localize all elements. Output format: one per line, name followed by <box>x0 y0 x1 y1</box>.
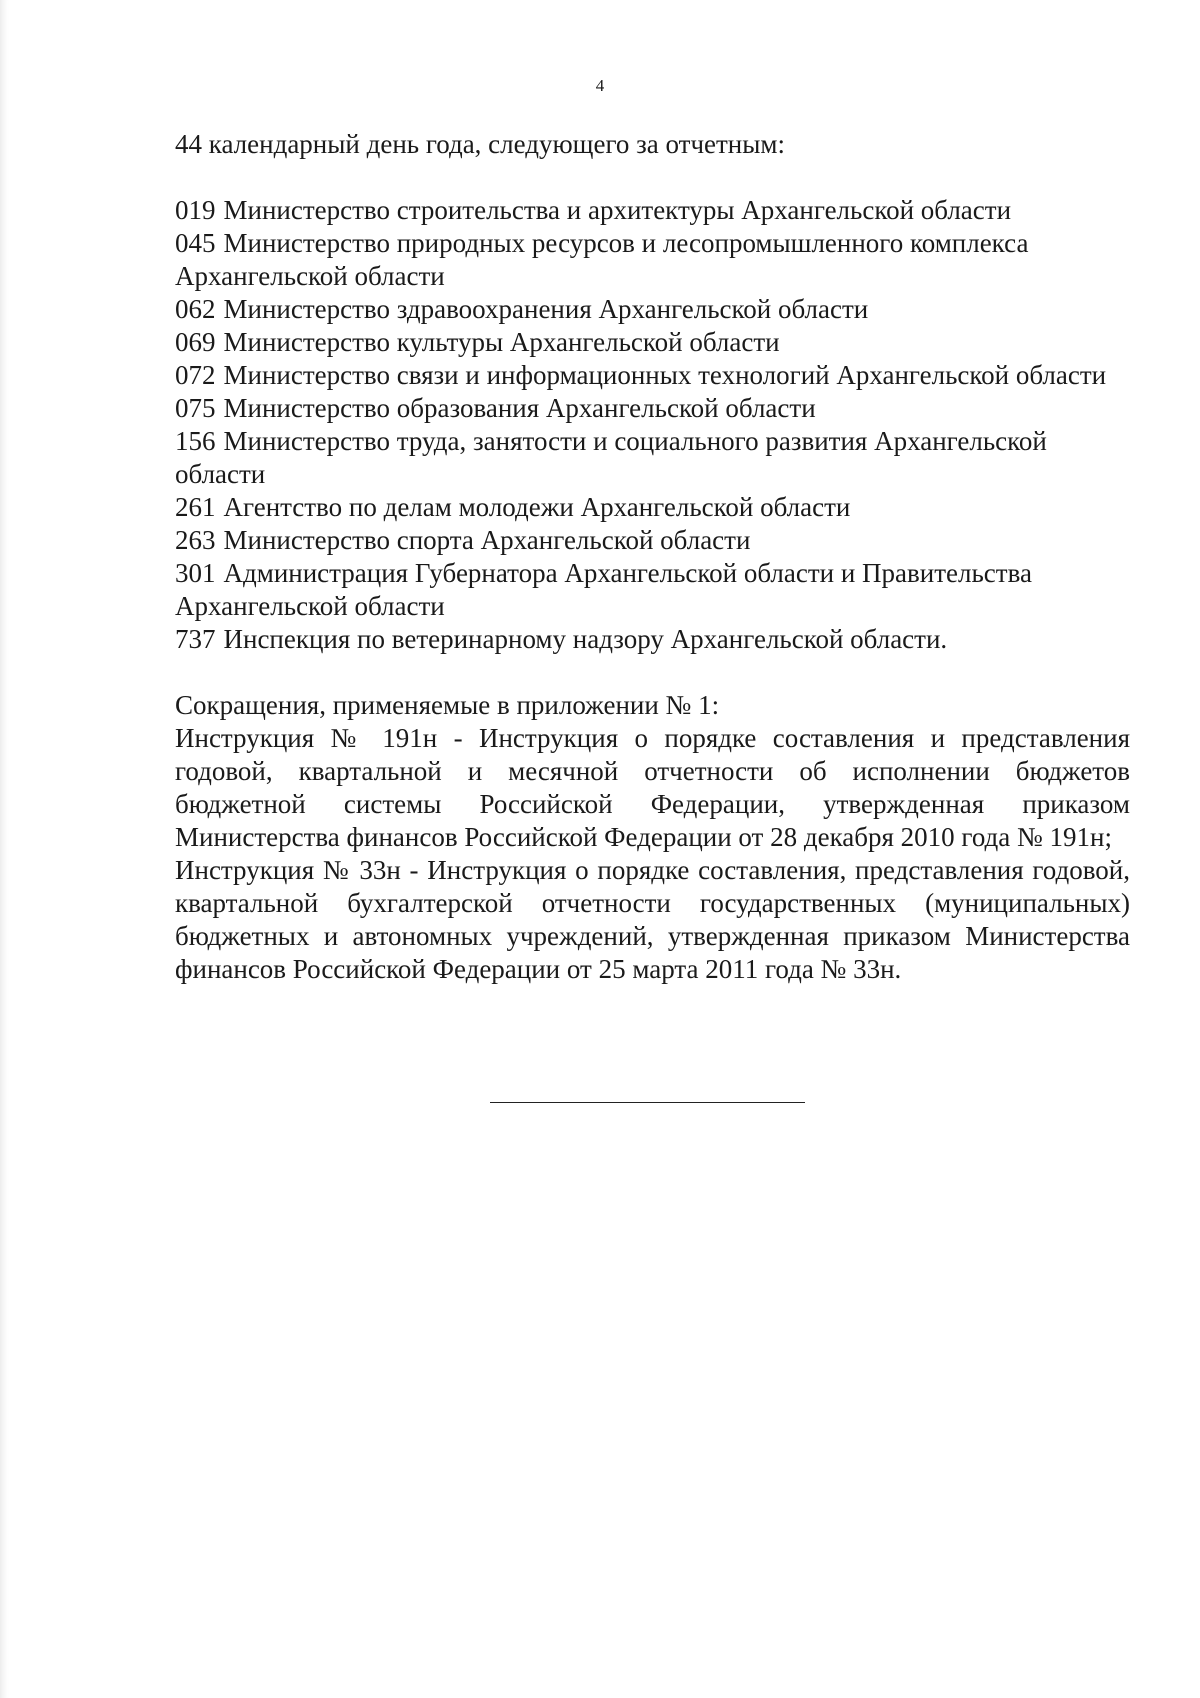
abbreviations-heading: Сокращения, применяемые в приложении № 1: <box>175 690 720 720</box>
entry-name: Министерство труда, занятости и социального развития Архангельской области <box>175 426 1047 489</box>
document-body <box>175 128 1130 986</box>
list-item <box>175 194 1130 227</box>
list-item <box>175 359 1130 392</box>
entry-code: 737 <box>175 624 216 654</box>
entry-name: Инспекция по ветеринарному надзору Архангельской области. <box>223 624 948 654</box>
entry-name: Агентство по делам молодежи Архангельской области <box>223 492 851 522</box>
entry-code: 075 <box>175 393 216 423</box>
abbreviation-item-191n: Инструкция № 191н - Инструкция о порядке составления и представления годовой, квартальной и месячной отчетности об исполнении бюджетов бюджетной системы Российской Федерации, утвержденная приказом Министерства финансов Российской Федерации от 28 декабря 2010 года № 191н; <box>175 723 1130 852</box>
list-item <box>175 227 1130 293</box>
entry-name: Министерство природных ресурсов и лесопромышленного комплекса Архангельской области <box>175 228 1029 291</box>
list-item <box>175 557 1130 623</box>
entry-code: 019 <box>175 195 216 225</box>
entry-code: 301 <box>175 558 216 588</box>
list-item <box>175 524 1130 557</box>
closing-rule <box>490 1102 805 1103</box>
entry-code: 072 <box>175 360 216 390</box>
list-item <box>175 425 1130 491</box>
abbreviation-item-33n: Инструкция № 33н - Инструкция о порядке составления, представления годовой, квартальной бухгалтерской отчетности государственных (муниципальных) бюджетных и автономных учреждений, утвержденная приказом Министерства финансов Российской Федерации от 25 марта 2011 года № 33н. <box>175 855 1130 984</box>
entry-name: Министерство спорта Архангельской области <box>223 525 751 555</box>
entry-code: 263 <box>175 525 216 555</box>
list-item <box>175 326 1130 359</box>
entry-code: 045 <box>175 228 216 258</box>
ministry-list <box>175 194 1130 656</box>
list-item <box>175 491 1130 524</box>
entry-name: Министерство образования Архангельской области <box>223 393 816 423</box>
entry-code: 261 <box>175 492 216 522</box>
list-item <box>175 293 1130 326</box>
page-number: 4 <box>595 76 605 95</box>
list-item <box>175 623 1130 656</box>
entry-name: Министерство строительства и архитектуры Архангельской области <box>223 195 1012 225</box>
entry-name: Министерство культуры Архангельской области <box>223 327 780 357</box>
list-item <box>175 392 1130 425</box>
entry-name: Министерство связи и информационных технологий Архангельской области <box>223 360 1107 390</box>
entry-code: 069 <box>175 327 216 357</box>
entry-code: 156 <box>175 426 216 456</box>
entry-name: Администрация Губернатора Архангельской области и Правительства Архангельской области <box>175 558 1032 621</box>
entry-name: Министерство здравоохранения Архангельской области <box>223 294 869 324</box>
entry-code: 062 <box>175 294 216 324</box>
intro-line: 44 календарный день года, следующего за отчетным: <box>175 129 785 159</box>
